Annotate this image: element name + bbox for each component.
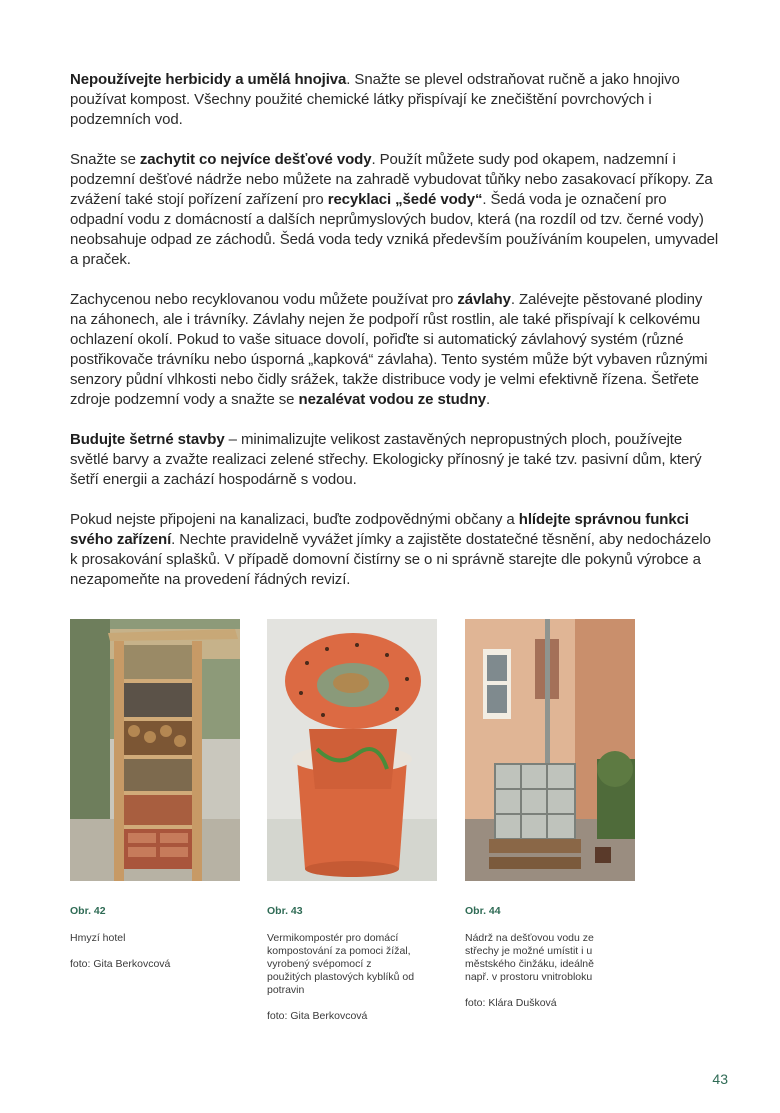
emphasis-text: nezalévat vodou ze studny xyxy=(298,391,487,408)
body-text-run: . xyxy=(486,391,491,408)
body-text-run: . Snažte se plevel odstraňovat ručně a jako hnojivo používat kompost. Všechny použité chemické látky přispívají ke znečištění povrchových i podzemních vod. xyxy=(70,71,680,128)
figure-row xyxy=(0,619,780,1039)
body-text-run: . Šedá voda je označení pro odpadní vodu z domácností a dalších neprůmyslových budov, která (na rozdíl od tzv. černé vody) neobsahuje odpad ze záchodů. Šedá voda tedy vzniká především používáním koupelen, umyvadel a praček. xyxy=(70,191,719,268)
emphasis-text: Nepoužívejte herbicidy a umělá hnojiva xyxy=(70,71,347,88)
body-text-run: . Použít můžete sudy pod okapem, nadzemní i podzemní dešťové nádrže nebo můžete na zahradě vybudovat tůňky nebo zasakovací příkopy. Za zvážení také stojí pořízení zařízení pro xyxy=(70,151,713,208)
photo-insect-hotel xyxy=(70,619,240,881)
emphasis-text: zachytit co nejvíce dešťové vody xyxy=(139,151,372,168)
figure-credit: foto: Gita Berkovcová xyxy=(267,1010,368,1022)
paragraph xyxy=(70,150,720,270)
body-text-run: . Zalévejte pěstované plodiny na záhonech, ale i trávníky. Závlahy nejen že podpoří růst rostlin, ale také přispívají k celkovému ochlazení okolí. Pokud to vaše situace dovolí, pořiďte si automatický závlahový systém (různé postřikovače trávníku nebo úsporná „kapková“ závlaha). Tento systém může být vybaven různými senzory půdní vlhkosti nebo čidly srážek, takže distribuce vody je velmi efektivně řízena. Šetřete zdroje podzemní vody a snažte se xyxy=(70,291,708,408)
emphasis-text: závlahy xyxy=(457,291,511,308)
paragraph xyxy=(70,70,720,130)
figure-number: Obr. 44 xyxy=(465,905,501,917)
body-text-run: Zachycenou nebo recyklovanou vodu můžete používat pro xyxy=(70,291,458,308)
body-text-run: – minimalizujte velikost zastavěných nepropustných ploch, používejte světlé barvy a zvažte realizaci zelené střechy. Ekologicky přínosný je také tzv. pasivní dům, který šetří energii a zachází hospodárně s vodou. xyxy=(70,431,702,488)
figure-description: Nádrž na dešťovou vodu ze střechy je možné umístit i u městského činžáku, ideálně např. v prostoru vnitrobloku xyxy=(465,932,594,983)
figure-credit: foto: Gita Berkovcová xyxy=(70,958,171,970)
figure-caption-44 xyxy=(465,905,615,1010)
paragraph xyxy=(70,430,720,490)
figure-caption-43 xyxy=(267,905,417,1023)
paragraph xyxy=(70,510,720,590)
body-text-run: Snažte se xyxy=(70,151,140,168)
figure-caption-42 xyxy=(70,905,220,971)
emphasis-text: Budujte šetrné stavby xyxy=(70,431,225,448)
body-text-run: Pokud nejste připojeni na kanalizaci, buďte zodpovědnými občany a xyxy=(70,511,519,528)
page-number: 43 xyxy=(712,1071,728,1087)
paragraph xyxy=(70,290,720,410)
emphasis-text: recyklaci „šedé vody“ xyxy=(327,191,483,208)
emphasis-text: hlídejte správnou funkci svého zařízení xyxy=(70,511,689,548)
photo-vermicomposter xyxy=(267,619,437,881)
figure-description: Hmyzí hotel xyxy=(70,932,126,944)
figure-credit: foto: Klára Dušková xyxy=(465,997,557,1009)
body-text xyxy=(70,70,720,610)
figure-number: Obr. 42 xyxy=(70,905,106,917)
figure-number: Obr. 43 xyxy=(267,905,303,917)
photo-rainwater-tank xyxy=(465,619,635,881)
body-text-run: . Nechte pravidelně vyvážet jímky a zajistěte dostatečné těsnění, aby nedocházelo k prosakování splašků. V případě domovní čistírny se o ni správně starejte dle pokynů výrobce a nezapomeňte na provedení řádných revizí. xyxy=(70,531,711,588)
figure-description: Vermikompostér pro domácí kompostování za pomoci žížal, vyrobený svépomocí z použitých plastových kyblíků od potravin xyxy=(267,932,415,996)
